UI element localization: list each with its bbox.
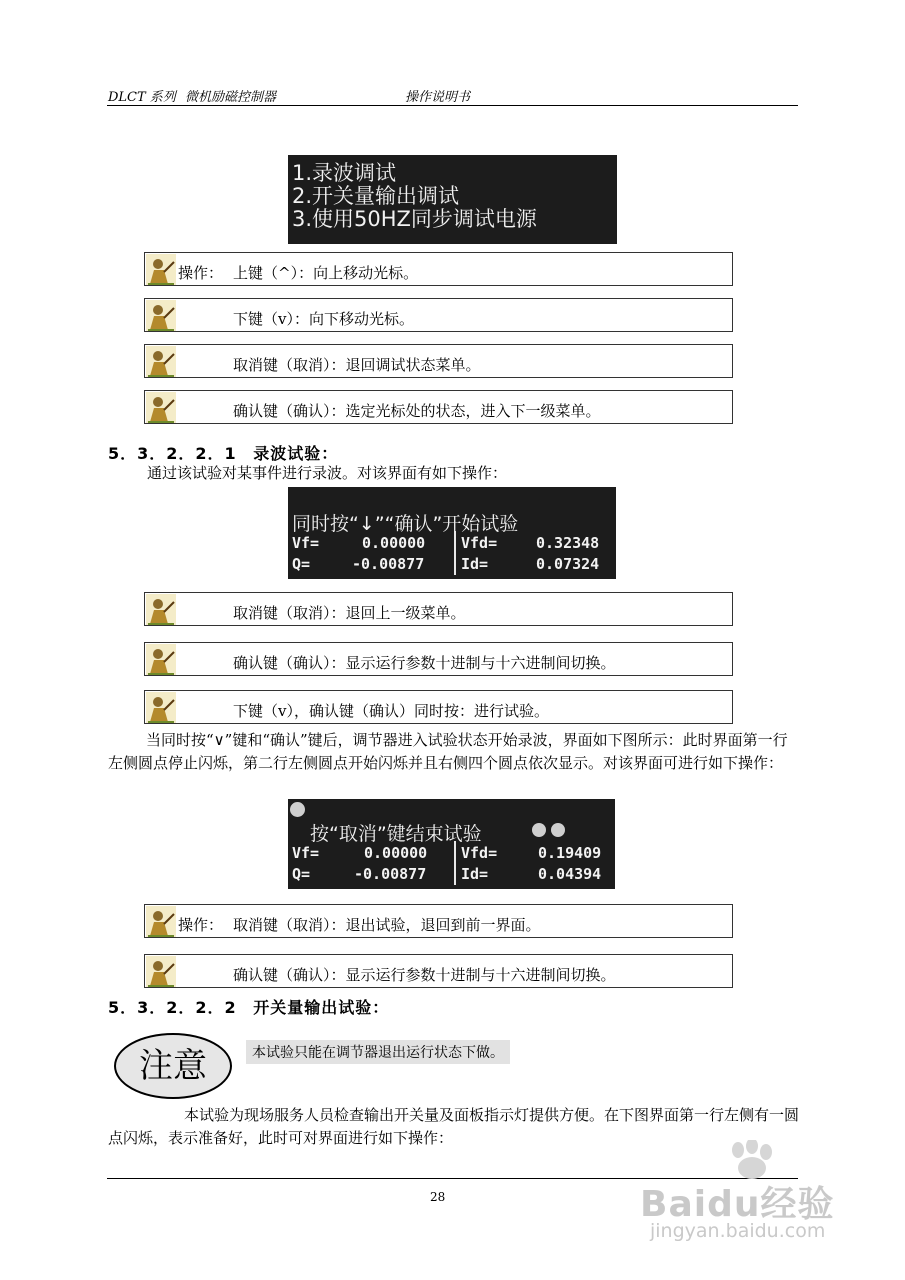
vf-value: 0.00000 (362, 534, 426, 552)
header-product: 微机励磁控制器 (185, 90, 277, 105)
section-heading-1 (108, 441, 338, 464)
instruction-box (144, 592, 733, 626)
progress-dot (551, 823, 565, 837)
box-text: 下键（v）：向下移动光标。 (233, 310, 414, 328)
progress-dot (532, 823, 546, 837)
vf-label: Vf= (292, 844, 320, 862)
header-doc-type: 操作说明书 (405, 90, 471, 105)
q-value: -0.00877 (354, 865, 427, 883)
box-text: 确认键（确认）：选定光标处的状态，进入下一级菜单。 (233, 402, 601, 420)
lcd-line-1: 同时按“↓”“确认”开始试验 (292, 513, 519, 535)
worker-icon (146, 956, 176, 987)
header-rule (107, 105, 798, 106)
watermark-url: jingyan.baidu.com (650, 1220, 826, 1242)
vf-value: 0.00000 (364, 844, 428, 862)
instruction-box (144, 298, 733, 332)
body-paragraph-2: 本试验为现场服务人员检查输出开关量及面板指示灯提供方便。在下图界面第一行左侧有一圆点闪烁，表示准备好，此时可对界面进行如下操作： (108, 1106, 800, 1147)
section-number: 5．3．2．2．2 (108, 998, 237, 1017)
vfd-label: Vfd= (461, 534, 498, 552)
q-label: Q= (292, 555, 311, 573)
vfd-value: 0.32348 (536, 534, 600, 552)
lcd-divider (454, 841, 456, 885)
worker-icon (146, 254, 176, 285)
box-text: 确认键（确认）：显示运行参数十进制与十六进制间切换。 (233, 966, 616, 984)
watermark-brand: Baidu经验 (640, 1184, 835, 1225)
id-value: 0.04394 (538, 865, 602, 883)
id-label: Id= (461, 865, 489, 883)
box-text: 确认键（确认）：显示运行参数十进制与十六进制间切换。 (233, 654, 616, 672)
id-value: 0.07324 (536, 555, 600, 573)
vfd-value: 0.19409 (538, 844, 602, 862)
instruction-box (144, 642, 733, 676)
instruction-box (144, 690, 733, 724)
vf-label: Vf= (292, 534, 320, 552)
baidu-watermark (640, 1140, 870, 1250)
lcd-divider (454, 531, 456, 575)
instruction-box (144, 904, 733, 938)
section-title: 开关量输出试验： (253, 998, 390, 1017)
section-intro: 通过该试验对某事件进行录波。对该界面有如下操作： (147, 464, 508, 482)
vfd-label: Vfd= (461, 844, 498, 862)
status-dot (290, 802, 305, 817)
instruction-box (144, 390, 733, 424)
box-text: 取消键（取消）：退出试验，退回到前一界面。 (233, 916, 541, 934)
section-number: 5．3．2．2．1 (108, 444, 237, 463)
instruction-box (144, 344, 733, 378)
menu-line-1: 1.录波调试 (292, 161, 397, 185)
lcd-screen-debug-menu (288, 155, 617, 244)
lcd-screen-recording (288, 799, 615, 889)
instruction-box (144, 954, 733, 988)
worker-icon (146, 346, 176, 377)
section-title: 录波试验： (253, 444, 339, 463)
notice-text: 本试验只能在调节器退出运行状态下做。 (246, 1040, 510, 1064)
body-paragraph-1: 当同时按“∨”键和“确认”键后，调节器进入试验状态开始录波，界面如下图所示：此时界面第一行左侧圆点停止闪烁，第二行左侧圆点开始闪烁并且右侧四个圆点依次显示。对该界面可进行如下操作： (108, 731, 788, 772)
box-prefix: 操作： (178, 916, 224, 934)
box-prefix: 操作： (178, 264, 224, 282)
q-label: Q= (292, 865, 311, 883)
section-heading-2 (108, 995, 389, 1018)
worker-icon (146, 644, 176, 675)
worker-icon (146, 692, 176, 723)
notice-badge: 注意 (114, 1033, 232, 1099)
menu-line-2: 2.开关量输出调试 (292, 184, 460, 208)
menu-line-3: 3.使用50HZ同步调试电源 (292, 207, 537, 231)
worker-icon (146, 392, 176, 423)
instruction-box (144, 252, 733, 286)
box-text: 取消键（取消）：退回调试状态菜单。 (233, 356, 481, 374)
page-number: 28 (430, 1190, 446, 1204)
worker-icon (146, 906, 176, 937)
box-text: 取消键（取消）：退回上一级菜单。 (233, 604, 466, 622)
worker-icon (146, 594, 176, 625)
box-text: 下键（v），确认键（确认）同时按：进行试验。 (233, 702, 549, 720)
worker-icon (146, 300, 176, 331)
id-label: Id= (461, 555, 489, 573)
header-series: DLCT 系列 (108, 90, 176, 105)
lcd-line-1: 按“取消”键结束试验 (310, 823, 482, 845)
box-text: 上键（^）：向上移动光标。 (233, 264, 419, 282)
q-value: -0.00877 (352, 555, 425, 573)
lcd-screen-record-test (288, 487, 616, 579)
paw-logo-icon (720, 1140, 780, 1180)
